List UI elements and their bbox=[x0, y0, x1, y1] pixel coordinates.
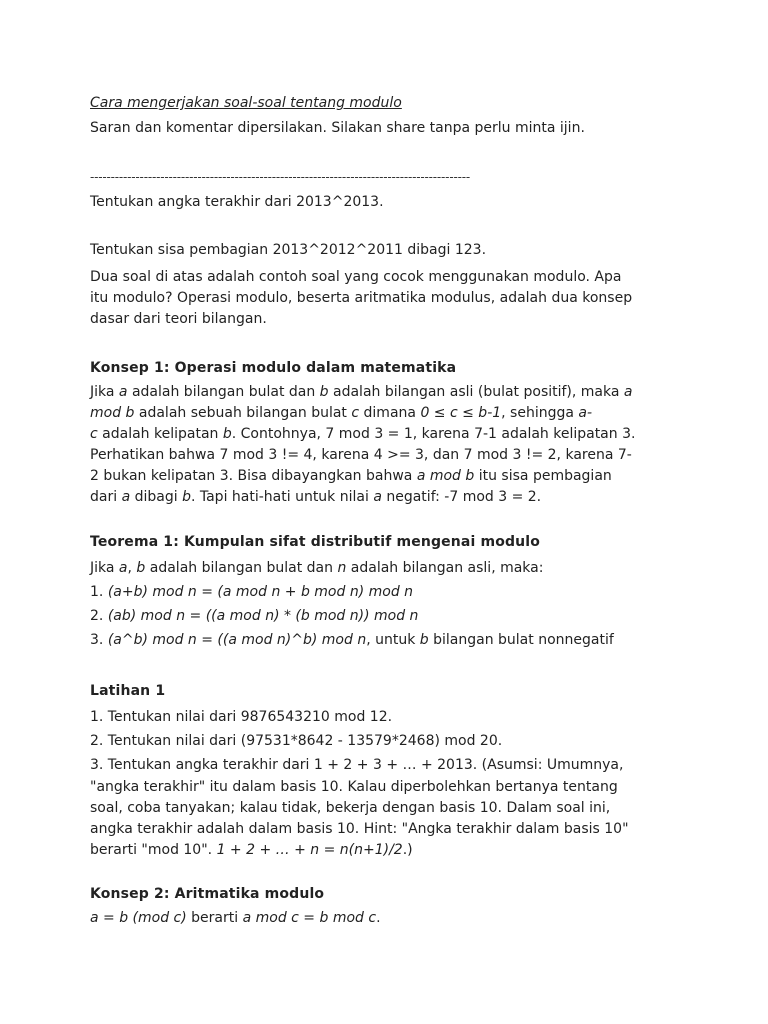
question-2: Tentukan sisa pembagian 2013^2012^2011 dibagi 123. bbox=[90, 242, 487, 258]
list-item: 2. Tentukan nilai dari (97531*8642 - 13579*2468) mod 20. bbox=[90, 733, 503, 749]
divider: -------------------------------------------------------------------------------------------- bbox=[90, 170, 470, 184]
paragraph-line: Dua soal di atas adalah contoh soal yang cocok menggunakan modulo. Apa bbox=[90, 269, 622, 285]
paragraph-line: c adalah kelipatan b. Contohnya, 7 mod 3 = 1, karena 7-1 adalah kelipatan 3. bbox=[90, 426, 636, 442]
paragraph-line: dari a dibagi b. Tapi hati-hati untuk nilai a negatif: -7 mod 3 = 2. bbox=[90, 489, 542, 505]
list-item: 3. Tentukan angka terakhir dari 1 + 2 + 3 + … + 2013. (Asumsi: Umumnya, bbox=[90, 757, 624, 773]
paragraph-line: mod b adalah sebuah bilangan bulat c dimana 0 ≤ c ≤ b-1, sehingga a- bbox=[90, 405, 593, 421]
paragraph-line: 2 bukan kelipatan 3. Bisa dibayangkan bahwa a mod b itu sisa pembagian bbox=[90, 468, 612, 484]
document-title: Cara mengerjakan soal-soal tentang modulo bbox=[90, 95, 402, 111]
question-1: Tentukan angka terakhir dari 2013^2013. bbox=[90, 194, 384, 210]
section-heading-konsep-1: Konsep 1: Operasi modulo dalam matematika bbox=[90, 360, 457, 376]
section-heading-teorema-1: Teorema 1: Kumpulan sifat distributif mengenai modulo bbox=[90, 534, 541, 550]
section-heading-latihan-1: Latihan 1 bbox=[90, 683, 166, 699]
list-item: 3. (a^b) mod n = ((a mod n)^b) mod n, untuk b bilangan bulat nonnegatif bbox=[90, 632, 614, 648]
paragraph-line: "angka terakhir" itu dalam basis 10. Kalau diperbolehkan bertanya tentang bbox=[90, 779, 618, 795]
paragraph-line: itu modulo? Operasi modulo, beserta aritmatika modulus, adalah dua konsep bbox=[90, 290, 633, 306]
latihan-1-list bbox=[90, 705, 629, 861]
paragraph-line: Perhatikan bahwa 7 mod 3 != 4, karena 4 >= 3, dan 7 mod 3 != 2, karena 7- bbox=[90, 447, 632, 463]
document-subtitle: Saran dan komentar dipersilakan. Silakan share tanpa perlu minta ijin. bbox=[90, 120, 585, 136]
list-item: 2. (ab) mod n = ((a mod n) * (b mod n)) mod n bbox=[90, 608, 419, 624]
paragraph-line: soal, coba tanyakan; kalau tidak, bekerja dengan basis 10. Dalam soal ini, bbox=[90, 800, 611, 816]
paragraph-line: berarti "mod 10". 1 + 2 + … + n = n(n+1)/2.) bbox=[90, 842, 413, 858]
paragraph-line: dasar dari teori bilangan. bbox=[90, 311, 267, 327]
list-item: 1. Tentukan nilai dari 9876543210 mod 12. bbox=[90, 709, 393, 725]
paragraph-line: Jika a, b adalah bilangan bulat dan n adalah bilangan asli, maka: bbox=[90, 560, 544, 576]
intro-paragraph bbox=[90, 267, 632, 330]
section-heading-konsep-2: Konsep 2: Aritmatika modulo bbox=[90, 886, 325, 902]
list-item: 1. (a+b) mod n = (a mod n + b mod n) mod n bbox=[90, 584, 414, 600]
konsep-2-line: a = b (mod c) berarti a mod c = b mod c. bbox=[90, 910, 381, 926]
paragraph-line: Jika a adalah bilangan bulat dan b adalah bilangan asli (bulat positif), maka a bbox=[90, 384, 633, 400]
konsep-1-paragraph bbox=[90, 382, 635, 508]
teorema-1-paragraph bbox=[90, 556, 614, 652]
paragraph-line: angka terakhir adalah dalam basis 10. Hint: "Angka terakhir dalam basis 10" bbox=[90, 821, 629, 837]
